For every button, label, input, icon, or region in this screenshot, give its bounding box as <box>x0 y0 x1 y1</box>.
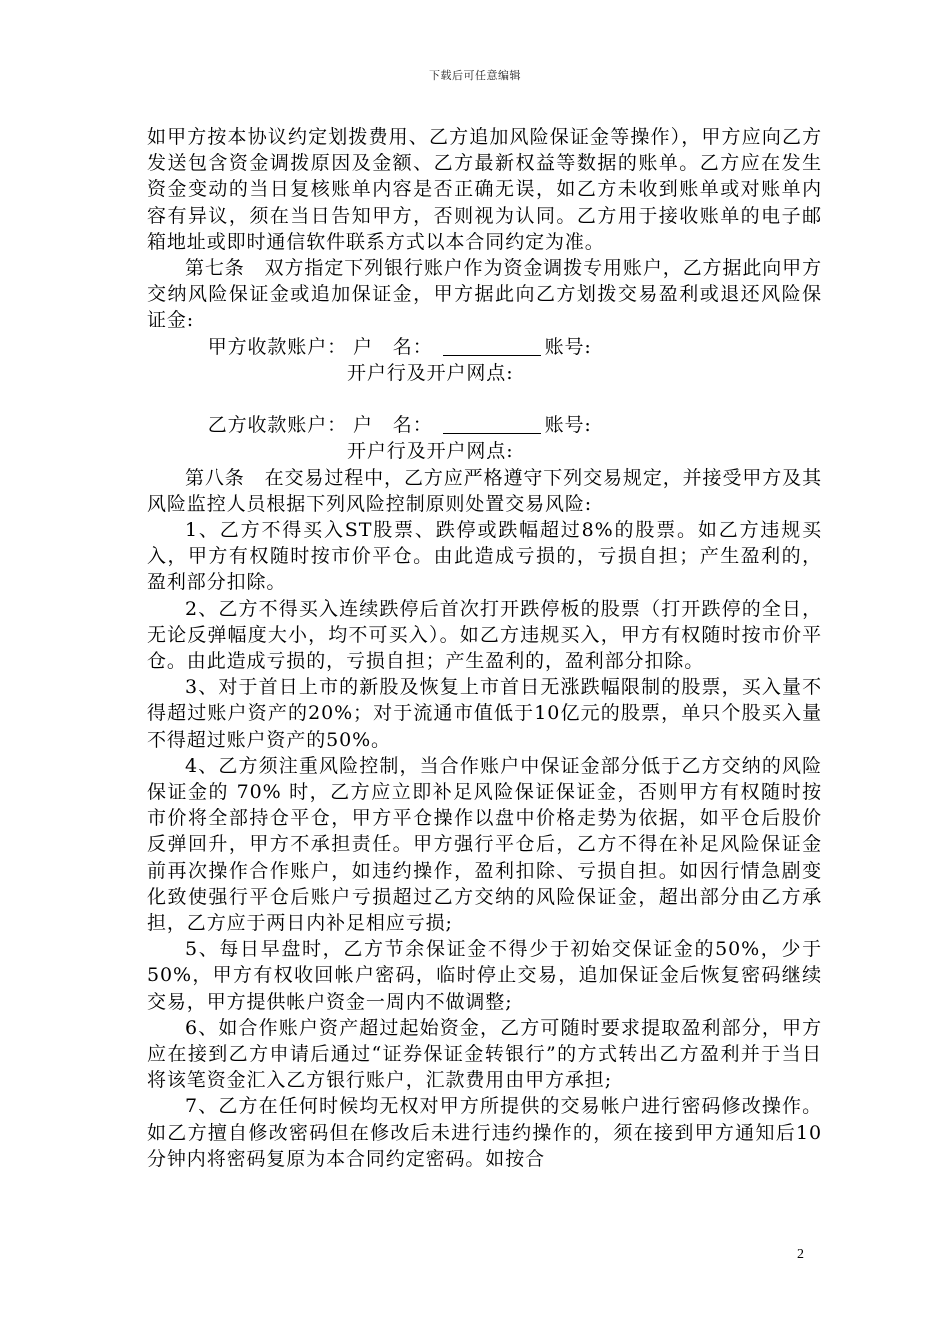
rule-item-4: 4、乙方须注重风险控制，当合作账户中保证金部分低于乙方交纳的风险保证金的 70% 时，乙方应立即补足风险保证保证金，否则甲方有权随时按市价将全部持仓平仓，甲方平仓操作以盘中价格走势为依据，如平仓后股价反弹回升，甲方不承担责任。甲方强行平仓后，乙方不得在补足风险保证金前再次操作合作账户，如违约操作，盈利扣除、亏损自担。如因行情急剧变化致使强行平仓后账户亏损超过乙方交纳的风险保证金，超出部分由乙方承担，乙方应于两日内补足相应亏损; <box>147 754 822 935</box>
page-header: 下载后可任意编辑 <box>429 69 521 82</box>
party-b-name-blank <box>443 415 541 434</box>
party-b-account-number-label: 账号: <box>544 414 592 437</box>
rule-item-6: 6、如合作账户资产超过起始资金，乙方可随时要求提取盈利部分，甲方应在接到乙方申请后通过“证券保证金转银行”的方式转出乙方盈利并于当日将该笔资金汇入乙方银行账户，汇款费用由甲方承担; <box>147 1016 822 1092</box>
rule-item-1: 1、乙方不得买入ST股票、跌停或跌幅超过8%的股票。如乙方违规买入，甲方有权随时按市价平仓。由此造成亏损的，亏损自担；产生盈利的，盈利部分扣除。 <box>147 518 822 594</box>
blank-line <box>147 386 822 412</box>
party-a-name-label: 户 名： <box>353 335 433 358</box>
party-b-account-label: 乙方收款账户： <box>207 414 347 437</box>
rule-item-3: 3、对于首日上市的新股及恢复上市首日无涨跌幅限制的股票，买入量不得超过账户资产的20%；对于流通市值低于10亿元的股票，单只个股买入量不得超过账户资产的50%。 <box>147 676 822 751</box>
article-8: 第八条 在交易过程中，乙方应严格遵守下列交易规定，并接受甲方及其风险监控人员根据下列风险控制原则处置交易风险: <box>147 466 822 515</box>
party-a-account-label: 甲方收款账户： <box>207 335 347 358</box>
party-b-name-label: 户 名： <box>353 414 433 437</box>
party-a-bank-label: 开户行及开户网点: <box>347 361 514 384</box>
document-body <box>147 124 822 1172</box>
party-a-name-blank <box>443 337 541 356</box>
rule-item-7: 7、乙方在任何时候均无权对甲方所提供的交易帐户进行密码修改操作。如乙方擅自修改密码但在修改后未进行违约操作的，须在接到甲方通知后10分钟内将密码复原为本合同约定密码。如按合 <box>147 1095 822 1170</box>
rule-item-5: 5、每日早盘时，乙方节余保证金不得少于初始交保证金的50%，少于50%，甲方有权收回帐户密码，临时停止交易，追加保证金后恢复密码继续交易，甲方提供帐户资金一周内不做调整; <box>147 938 822 1013</box>
page-number: 2 <box>797 1247 804 1262</box>
article-7: 第七条 双方指定下列银行账户作为资金调拨专用账户，乙方据此向甲方交纳风险保证金或追加保证金，甲方据此向乙方划拨交易盈利或退还风险保证金: <box>147 257 822 332</box>
party-a-account-number-label: 账号: <box>544 335 592 358</box>
party-b-account-row <box>147 412 822 438</box>
rule-item-2: 2、乙方不得买入连续跌停后首次打开跌停板的股票（打开跌停的全日，无论反弹幅度大小，均不可买入）。如乙方违规买入，甲方有权随时按市价平仓。由此造成亏损的，亏损自担；产生盈利的，盈利部分扣除。 <box>147 597 822 672</box>
party-a-account-row <box>147 334 822 360</box>
party-b-bank-label: 开户行及开户网点: <box>347 440 514 463</box>
paragraph-continuation: 如甲方按本协议约定划拨费用、乙方追加风险保证金等操作），甲方应向乙方发送包含资金调拨原因及金额、乙方最新权益等数据的账单。乙方应在发生资金变动的当日复核账单内容是否正确无误，如乙方未收到账单或对账单内容有异议，须在当日告知甲方，否则视为认同。乙方用于接收账单的电子邮箱地址或即时通信软件联系方式以本合同约定为准。 <box>147 126 822 253</box>
